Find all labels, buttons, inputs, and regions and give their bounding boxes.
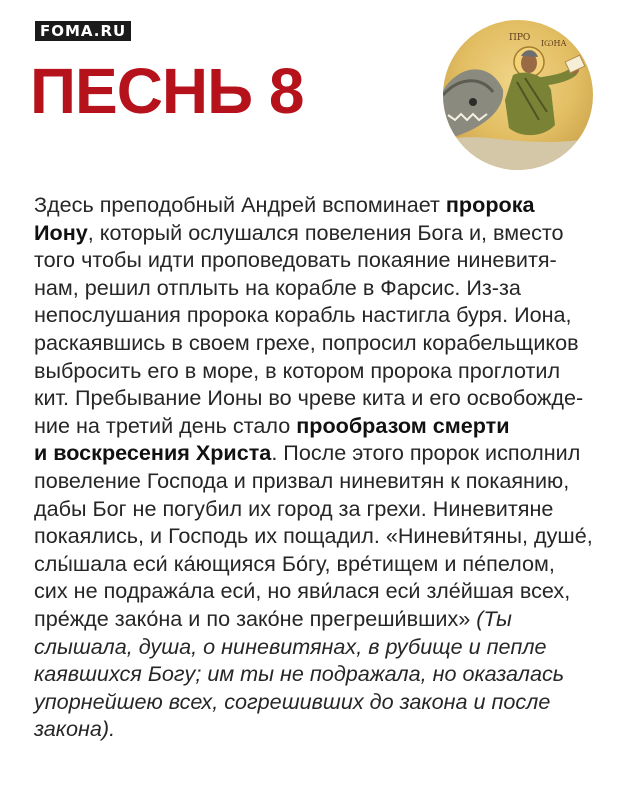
bold-segment: Иону — [34, 219, 88, 245]
text-line: нам, решил отплыть на корабле в Фарсис. Из-за — [34, 274, 521, 300]
bold-segment: и воскресения Христа — [34, 440, 272, 466]
text-line — [34, 605, 620, 633]
text-line: выбросить его в море, в котором пророка проглотил — [34, 357, 561, 383]
bold-segment: пророка — [445, 192, 535, 217]
text-segment: Здесь преподобный Андрей вспоминает — [34, 192, 446, 217]
text-line: дабы Бог не погубил их город за грехи. Ниневитяне — [34, 495, 554, 521]
text-line: покаялись, и Господь их пощадил. «Ниневи́тяны, душе́, — [34, 523, 593, 549]
text-line: закона). — [34, 716, 116, 742]
text-line: каявшихся Богу; им ты не подражала, но оказалась — [34, 661, 565, 687]
text-segment: ние на третий день стало — [34, 412, 297, 438]
icon-label-left: ПРО — [509, 33, 531, 43]
text-segment: , который ослушался повеления Бога и, вместо — [87, 219, 564, 245]
site-logo[interactable]: FOMA.RU — [35, 21, 131, 41]
text-line: сих не подража́ла еси́, но яви́лася еси́ зле́йшая всех, — [34, 578, 571, 604]
text-segment: пре́жде зако́на и по зако́не прегреши́вших» — [34, 605, 477, 631]
text-line — [34, 439, 620, 467]
text-line: повеление Господа и призвал ниневитян к покаянию, — [34, 467, 570, 493]
text-line: упорнейшею всех, согрешивших до закона и после — [34, 688, 551, 714]
text-line: непослушания пророка корабль настигла буря. Иона, — [34, 302, 572, 328]
prophet-jonah-icon-image — [443, 20, 593, 170]
icon-label-right: ІѠНА — [541, 39, 567, 48]
text-line: раскаявшись в своем грехе, попросил корабельщиков — [34, 329, 579, 355]
bold-segment: прообразом смерти — [296, 412, 510, 438]
text-segment: . После этого пророк исполнил — [271, 440, 581, 466]
italic-segment: (Ты — [476, 605, 512, 631]
article-body — [34, 191, 620, 743]
text-line — [34, 219, 620, 247]
page-title: ПЕСНЬ 8 — [30, 55, 304, 127]
text-line: того чтобы идти проповедовать покаяние ниневитя- — [34, 247, 557, 273]
text-line: слышала, душа, о ниневитянах, в рубище и пепле — [34, 633, 547, 659]
text-line — [34, 191, 620, 219]
text-line: слы́шала еси́ ка́ющияся Бо́гу, вре́тищем и пе́пелом, — [34, 550, 555, 576]
text-line — [34, 412, 620, 440]
text-line: кит. Пребывание Ионы во чреве кита и его освобожде- — [34, 385, 584, 411]
